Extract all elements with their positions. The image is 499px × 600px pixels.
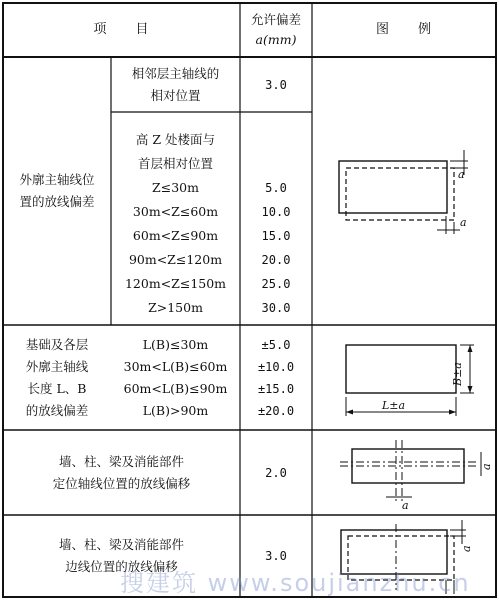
section1-adjacent-label (111, 57, 240, 112)
height-row-label: 90m<Z≤120m (128, 252, 223, 267)
figure1-label-a-bottom: a (460, 216, 467, 229)
height-row-label: Z≤30m (152, 180, 199, 195)
section1-height-values (240, 176, 312, 316)
adjacent-label-line2: 相对位置 (150, 87, 201, 103)
section4-label-line2: 边线位置的放线偏移 (65, 559, 178, 574)
section2-label-line: 基础及各层 (25, 336, 89, 352)
header-figure (312, 3, 496, 57)
section3-label-line1: 墙、柱、梁及消能部件 (58, 453, 184, 469)
height-title-line2: 首层相对位置 (137, 156, 213, 171)
height-row-label: 60m<Z≤90m (132, 228, 219, 243)
length-row-label: L(B)≤30m (142, 336, 209, 352)
height-row-value: 20.0 (261, 253, 291, 267)
length-row-value: ±10.0 (257, 359, 295, 374)
length-row-label: 60m<L(B)≤90m (123, 380, 228, 396)
section4-value-text: 3.0 (265, 549, 287, 563)
section1-label-line2: 置的放线偏差 (19, 194, 95, 209)
height-row-value: 25.0 (261, 277, 291, 291)
section3-value (240, 430, 312, 515)
section1-label-line1: 外廓主轴线位 (19, 172, 95, 187)
height-row-label: 30m<Z≤60m (132, 204, 219, 219)
section2-values (240, 325, 312, 430)
section3-label (3, 430, 240, 515)
header-tolerance-line1: 允许偏差 (250, 12, 301, 27)
header-item-text: 项 目 (93, 22, 150, 37)
height-row-value: 30.0 (261, 301, 291, 315)
section1-adjacent-value (240, 57, 312, 112)
figure2-label-l: L±a (382, 399, 406, 412)
figure3-label-a: a (480, 463, 493, 470)
height-row-value: 15.0 (261, 229, 291, 243)
adjacent-label-line1: 相邻层主轴线的 (131, 65, 220, 81)
figure3-label-a-bottom: a (402, 499, 409, 512)
length-row-value: ±5.0 (261, 337, 291, 352)
header-tolerance (240, 3, 312, 57)
height-row-value: 5.0 (265, 181, 287, 195)
section3-value-text: 2.0 (265, 465, 287, 480)
figure2-label-b: B±a (451, 362, 464, 386)
length-row-value: ±20.0 (257, 403, 295, 418)
header-figure-text: 图 例 (375, 22, 432, 37)
section4-label-line1: 墙、柱、梁及消能部件 (58, 537, 184, 552)
height-row-label: Z>150m (148, 300, 203, 315)
header-item (3, 3, 240, 57)
section2-label-line: 的放线偏差 (25, 402, 89, 418)
figure-outline-offset (339, 150, 468, 234)
height-title-line1: 高 Z 处楼面与 (135, 132, 216, 147)
watermark: 搜建筑 www.soujianzhu.cn (120, 569, 471, 597)
height-row-label: 120m<Z≤150m (124, 276, 227, 291)
length-row-value: ±15.0 (257, 381, 295, 396)
section2-label-line: 外廓主轴线 (25, 358, 89, 374)
section1-height-rows (111, 128, 240, 316)
section3-label-line2: 定位轴线位置的放线偏移 (52, 475, 191, 491)
length-row-label: L(B)>90m (142, 402, 209, 418)
height-row-value: 10.0 (261, 205, 291, 219)
length-row-label: 30m<L(B)≤60m (123, 358, 228, 374)
section2-rows (111, 325, 240, 430)
header-tolerance-line2: a(mm) (255, 32, 297, 47)
figure1-label-a: a (458, 168, 465, 181)
figure4-label-a: a (460, 545, 473, 552)
section2-label-line: 长度 L、B (27, 380, 87, 396)
section1-label (3, 57, 111, 325)
section2-label (3, 325, 111, 430)
adjacent-value-text: 3.0 (265, 77, 287, 92)
figure-axis-offset (340, 440, 481, 502)
